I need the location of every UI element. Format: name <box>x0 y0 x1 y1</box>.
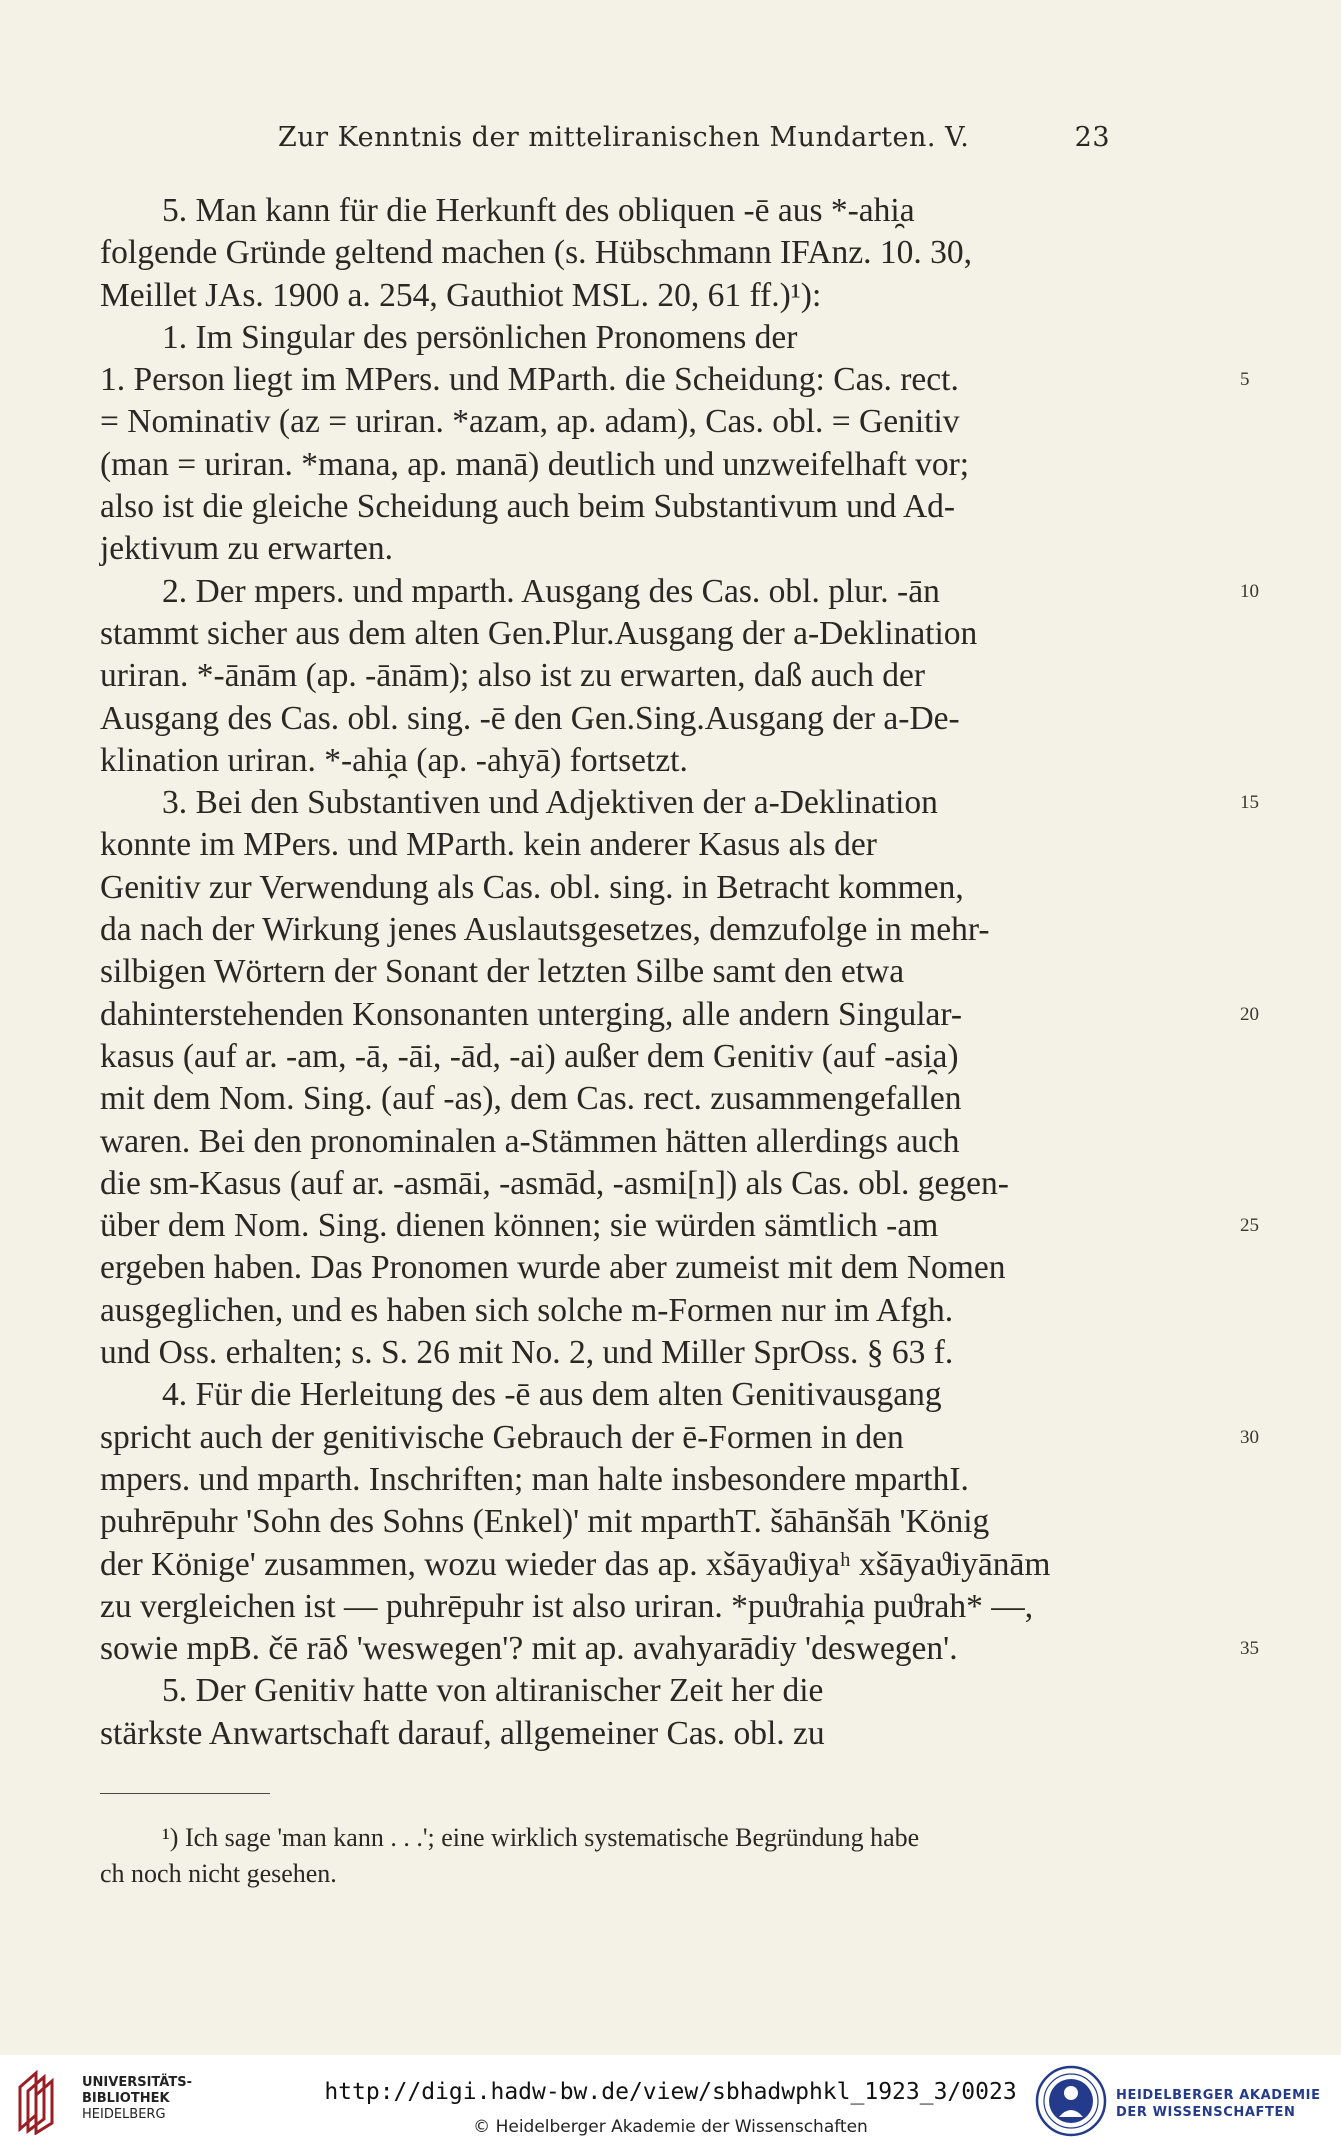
viewer-footer <box>0 2055 1341 2149</box>
body-text <box>100 190 1259 1755</box>
text-line-content: die sm-Kasus (auf ar. -asmāi, -asmād, -asmi[n]) als Cas. obl. gegen- <box>100 1164 1009 1202</box>
text-line <box>100 528 1110 570</box>
text-line-content: dahinterstehenden Konsonanten unterging, alle andern Singular- <box>100 995 963 1033</box>
text-line-content: (man = uriran. *mana, ap. manā) deutlich und unzweifelhaft vor; <box>100 445 970 483</box>
footnotes <box>100 1820 1110 1892</box>
page-number: 23 <box>1074 122 1110 153</box>
text-line-content: spricht auch der genitivische Gebrauch der ē-Formen in den <box>100 1418 904 1456</box>
library-name-line: BIBLIOTHEK <box>82 2091 170 2106</box>
library-name-line: UNIVERSITÄTS- <box>82 2075 192 2090</box>
text-line-content: folgende Gründe geltend machen (s. Hübschmann IFAnz. 10. 30, <box>100 234 973 272</box>
text-line <box>100 1290 1110 1332</box>
text-line <box>100 655 1110 697</box>
text-line <box>100 571 1259 613</box>
text-line-content: 2. Der mpers. und mparth. Ausgang des Cas. obl. plur. -ān <box>162 572 940 610</box>
text-line <box>100 1078 1110 1120</box>
text-line <box>100 1121 1110 1163</box>
text-line-content: also ist die gleiche Scheidung auch beim Substantivum und Ad- <box>100 488 956 526</box>
running-head-title: Zur Kenntnis der mitteliranischen Mundarten. V. <box>278 122 970 153</box>
text-line <box>100 444 1110 486</box>
text-line <box>100 951 1110 993</box>
text-line-content: klination uriran. *-ahi̯a (ap. -ahyā) fortsetzt. <box>100 741 688 779</box>
text-line <box>100 867 1110 909</box>
text-line-content: stärkste Anwartschaft darauf, allgemeiner Cas. obl. zu <box>100 1714 825 1752</box>
text-line-content: 4. Für die Herleitung des -ē aus dem alten Genitivausgang <box>162 1376 942 1414</box>
text-line-content: kasus (auf ar. -am, -ā, -āi, -ād, -ai) außer dem Genitiv (auf -asi̯a) <box>100 1037 959 1075</box>
text-line-content: sowie mpB. čē rāδ 'weswegen'? mit ap. avahyarādiy 'deswegen'. <box>100 1630 958 1668</box>
text-line-content: Meillet JAs. 1900 a. 254, Gauthiot MSL. 20, 61 ff.)¹): <box>100 276 822 314</box>
text-line-content: puhrēpuhr 'Sohn des Sohns (Enkel)' mit mparthT. šāhānšāh 'König <box>100 1503 990 1541</box>
line-number: 15 <box>1240 792 1259 814</box>
text-line-content: stammt sicher aus dem alten Gen.Plur.Ausgang der a-Deklination <box>100 614 978 652</box>
text-line <box>100 1586 1110 1628</box>
line-number: 5 <box>1240 369 1250 391</box>
text-line <box>100 232 1110 274</box>
text-line-content: und Oss. erhalten; s. S. 26 mit No. 2, und Miller SprOss. § 63 f. <box>100 1334 954 1372</box>
academy-name[interactable] <box>1116 2087 1321 2121</box>
line-number: 20 <box>1240 1003 1259 1025</box>
text-line <box>100 994 1259 1036</box>
text-line <box>100 275 1110 317</box>
text-line <box>100 1459 1110 1501</box>
text-line <box>100 1628 1259 1670</box>
text-line-content: ausgeglichen, und es haben sich solche m-Formen nur im Afgh. <box>100 1291 954 1329</box>
text-line-content: über dem Nom. Sing. dienen können; sie würden sämtlich -am <box>100 1207 939 1245</box>
text-line <box>100 698 1110 740</box>
text-line-content: der Könige' zusammen, wozu wieder das ap. xšāyaϑiyaʰ xšāyaϑiyānām <box>100 1545 1051 1583</box>
text-line <box>100 1247 1110 1289</box>
academy-name-line: DER WISSENSCHAFTEN <box>1116 2105 1296 2120</box>
text-line-content: Ausgang des Cas. obl. sing. -ē den Gen.Sing.Ausgang der a-De- <box>100 699 960 737</box>
text-line-content: konnte im MPers. und MParth. kein anderer Kasus als der <box>100 826 877 864</box>
line-number: 35 <box>1240 1638 1259 1660</box>
footnote-line: ch noch nicht gesehen. <box>100 1859 337 1888</box>
text-line-content: 5. Der Genitiv hatte von altiranischer Zeit her die <box>162 1672 824 1710</box>
text-line-content: waren. Bei den pronominalen a-Stämmen hätten allerdings auch <box>100 1122 960 1160</box>
text-line <box>100 1036 1110 1078</box>
text-line-content: uriran. *-ānām (ap. -ānām); also ist zu erwarten, daß auch der <box>100 657 926 695</box>
academy-seal-icon[interactable] <box>1035 2065 1107 2137</box>
text-line <box>100 1544 1110 1586</box>
text-line <box>100 1374 1110 1416</box>
text-line <box>100 1501 1110 1543</box>
text-line <box>100 359 1250 401</box>
text-line <box>100 1417 1259 1459</box>
text-line-content: mit dem Nom. Sing. (auf -as), dem Cas. rect. zusammengefallen <box>100 1080 962 1118</box>
text-line <box>100 1670 1110 1712</box>
text-line <box>100 824 1110 866</box>
text-line-content: mpers. und mparth. Inschriften; man halte insbesondere mparthI. <box>100 1460 969 1498</box>
text-line-content: silbigen Wörtern der Sonant der letzten Silbe samt den etwa <box>100 953 905 991</box>
text-line-content: 3. Bei den Substantiven und Adjektiven der a-Deklination <box>162 784 938 822</box>
text-line-content: zu vergleichen ist — puhrēpuhr ist also uriran. *puϑrahi̯a puϑrah* —, <box>100 1587 1034 1625</box>
text-line <box>100 190 1110 232</box>
text-line-content: ergeben haben. Das Pronomen wurde aber zumeist mit dem Nomen <box>100 1249 1006 1287</box>
line-number: 30 <box>1240 1426 1259 1448</box>
library-name-line: HEIDELBERG <box>82 2107 166 2122</box>
text-line <box>100 401 1110 443</box>
text-line <box>100 1163 1110 1205</box>
text-line <box>100 613 1110 655</box>
text-line-content: da nach der Wirkung jenes Auslautsgesetzes, demzufolge in mehr- <box>100 911 990 949</box>
text-line-content: = Nominativ (az = uriran. *azam, ap. adam), Cas. obl. = Genitiv <box>100 403 960 441</box>
text-line <box>100 782 1259 824</box>
line-number: 25 <box>1240 1215 1259 1237</box>
text-line <box>100 1205 1259 1247</box>
copyright-notice: © Heidelberger Akademie der Wissenschaften <box>473 2117 868 2137</box>
footnote-divider <box>100 1793 270 1794</box>
text-line-content: 5. Man kann für die Herkunft des obliquen -ē aus *-ahi̯a <box>162 192 915 229</box>
text-line-content: 1. Im Singular des persönlichen Pronomens der <box>162 318 798 356</box>
text-line-content: Genitiv zur Verwendung als Cas. obl. sing. in Betracht kommen, <box>100 868 964 906</box>
footnote-line: ¹) Ich sage 'man kann . . .'; eine wirklich systematische Begründung habe <box>162 1823 920 1852</box>
text-line <box>100 1332 1110 1374</box>
text-line <box>100 909 1110 951</box>
line-number: 10 <box>1240 580 1259 602</box>
text-line-content: 1. Person liegt im MPers. und MParth. die Scheidung: Cas. rect. <box>100 361 959 399</box>
text-line <box>100 1713 1110 1755</box>
academy-name-line: HEIDELBERGER AKADEMIE <box>1116 2088 1321 2103</box>
text-line-content: jektivum zu erwarten. <box>100 530 394 568</box>
permalink-url[interactable]: http://digi.hadw-bw.de/view/sbhadwphkl_1923_3/0023 <box>324 2079 1017 2105</box>
text-line <box>100 486 1110 528</box>
text-line <box>100 740 1110 782</box>
text-line <box>100 317 1110 359</box>
